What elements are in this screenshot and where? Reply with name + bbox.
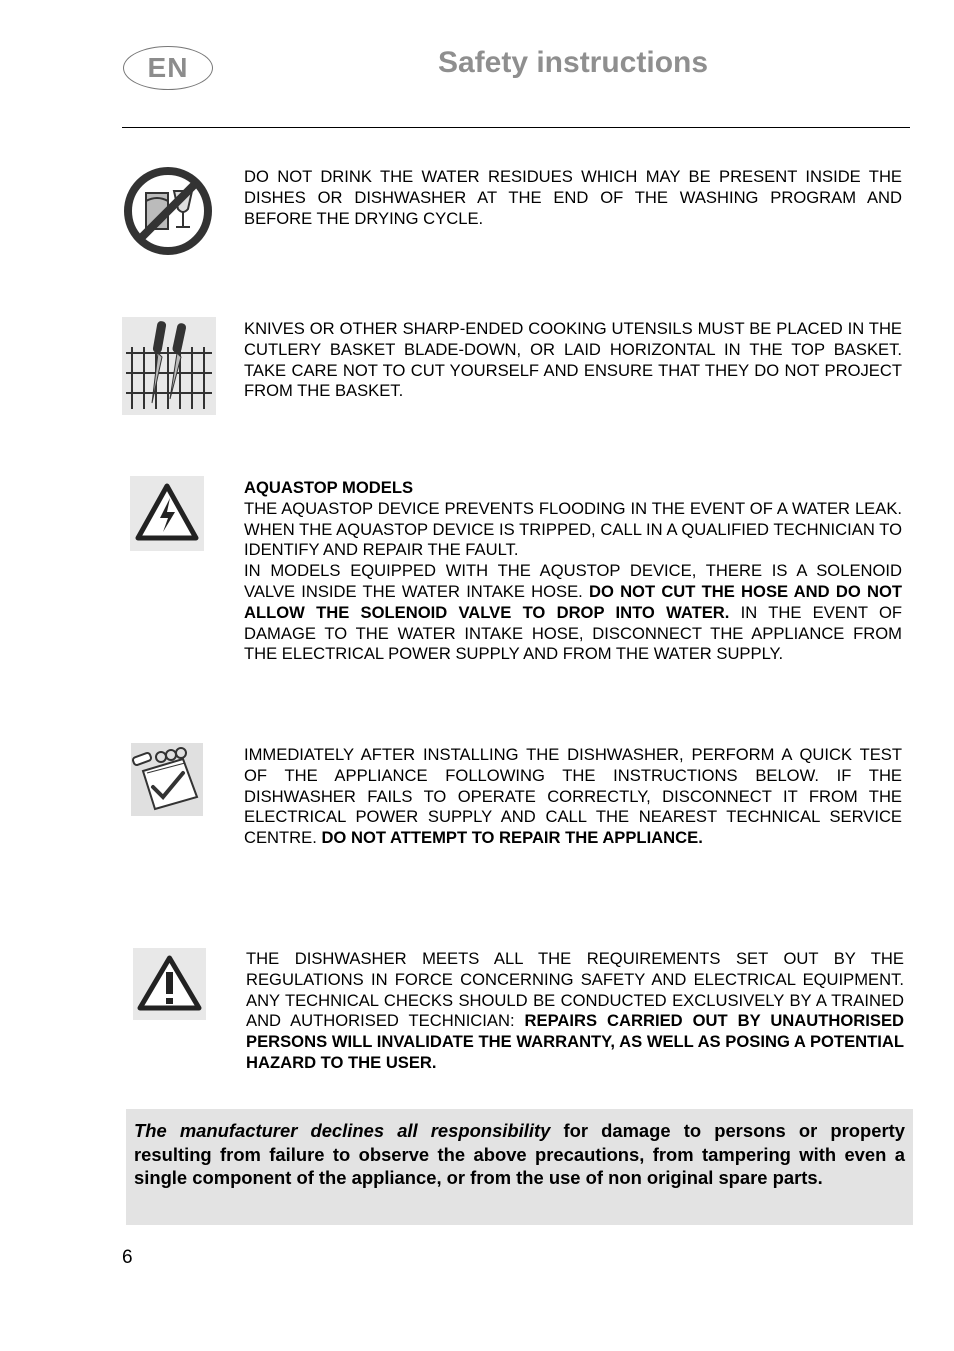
page-title: Safety instructions [437,46,709,79]
aquastop-text-1: THE AQUASTOP DEVICE PREVENTS FLOODING IN THE EVENT OF A WATER LEAK. WHEN THE AQUASTOP DEVICE IS TRIPPED, CALL IN A QUALIFIED TECHNICIAN TO IDENTIFY AND REPAIR THE FAULT. [244,498,902,560]
section-quick-test [244,745,902,849]
language-badge: EN [123,46,213,90]
aquastop-title: AQUASTOP MODELS [244,478,414,497]
section-water-residues-text: DO NOT DRINK THE WATER RESIDUES WHICH MAY BE PRESENT INSIDE THE DISHES OR DISHWASHER AT THE END OF THE WASHING PROGRAM AND BEFORE THE DRYING CYCLE. [244,167,902,228]
manufacturer-disclaimer [126,1109,913,1225]
warning-triangle-icon [133,948,206,1020]
regulations-text-bold: REPAIRS CARRIED OUT BY UNAUTHORISED PERSONS WILL INVALIDATE THE WARRANTY, AS WELL AS POSING A POTENTIAL HAZARD TO THE USER. [246,1011,904,1072]
section-aquastop [244,478,902,665]
no-drinking-glass-icon [122,165,214,257]
section-regulations [246,949,904,1074]
aquastop-text-2-end: IN THE EVENT OF DAMAGE TO THE WATER INTAKE HOSE, DISCONNECT THE APPLIANCE FROM THE ELECTRICAL POWER SUPPLY AND FROM THE WATER SUPPLY. [244,602,902,664]
regulations-text: THE DISHWASHER MEETS ALL THE REQUIREMENTS SET OUT BY THE REGULATIONS IN FORCE CONCERNING SAFETY AND ELECTRICAL EQUIPMENT. ANY TECHNICAL CHECKS SHOULD BE CONDUCTED EXCLUSIVELY BY A TRAINED AND AUTHORISED TECHNICIAN: [246,949,904,1031]
electrical-hazard-icon [130,476,204,551]
disclaimer-lead: The manufacturer declines all responsibility [134,1120,551,1141]
disclaimer-rest: for damage to persons or property resulting from failure to observe the above precautions, from tampering with even a single component of the appliance, or from the use of non original spare parts. [134,1120,905,1188]
checklist-notebook-icon [131,743,203,816]
knives-basket-icon [122,317,216,415]
quick-test-text: IMMEDIATELY AFTER INSTALLING THE DISHWASHER, PERFORM A QUICK TEST OF THE APPLIANCE FOLLOWING THE INSTRUCTIONS BELOW. IF THE DISHWASHER FAILS TO OPERATE CORRECTLY, DISCONNECT IT FROM THE ELECTRICAL POWER SUPPLY AND CALL THE NEAREST TECHNICAL SERVICE CENTRE. [244,745,902,848]
header-divider [122,127,910,128]
section-knives-text: KNIVES OR OTHER SHARP-ENDED COOKING UTENSILS MUST BE PLACED IN THE CUTLERY BASKET BLADE-DOWN, OR LAID HORIZONTAL IN THE TOP BASKET. TAKE CARE NOT TO CUT YOURSELF AND ENSURE THAT THEY DO NOT PROJECT FROM THE BASKET. [244,319,902,401]
page-number: 6 [122,1247,133,1268]
aquastop-text-2-bold: DO NOT CUT THE HOSE AND DO NOT ALLOW THE SOLENOID VALVE TO DROP INTO WATER. [244,581,902,622]
aquastop-text-2: IN MODELS EQUIPPED WITH THE AQUSTOP DEVICE, THERE IS A SOLENOID VALVE INSIDE THE WATER INTAKE HOSE. [244,561,902,601]
quick-test-text-bold: DO NOT ATTEMPT TO REPAIR THE APPLIANCE. [321,828,703,848]
